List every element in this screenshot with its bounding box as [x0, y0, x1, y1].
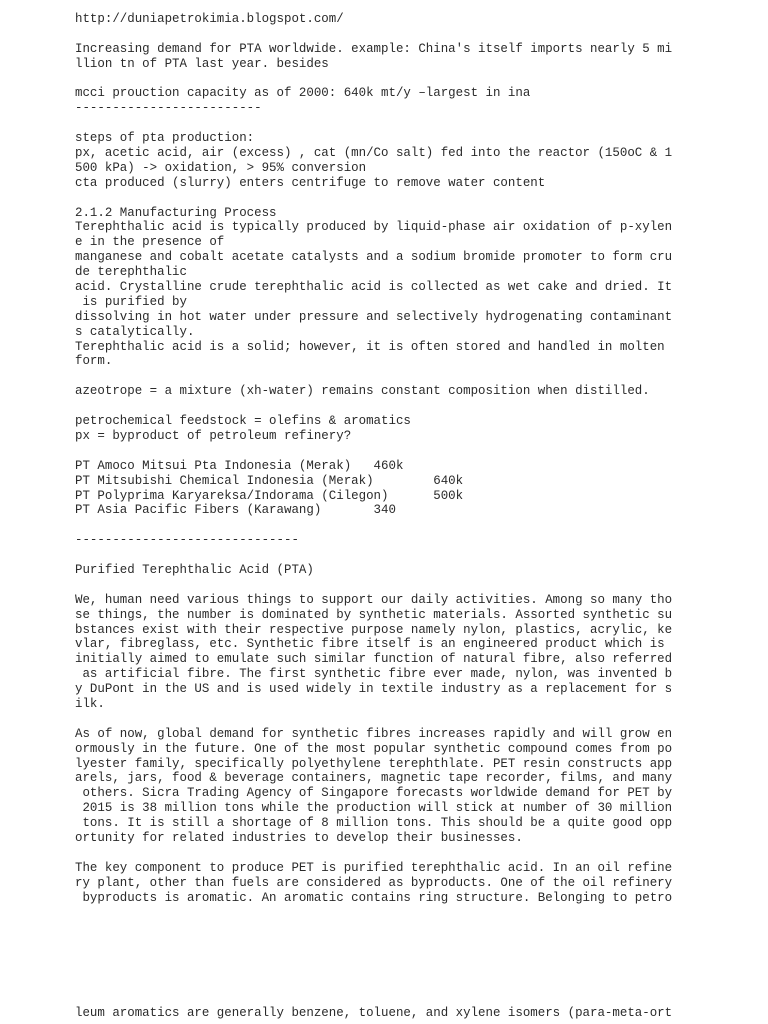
text-line: ilk.: [75, 696, 105, 711]
text-line: acid. Crystalline crude terephthalic acid is collected as wet cake and dried. It: [75, 280, 673, 295]
text-line: PT Mitsubishi Chemical Indonesia (Merak) 640k: [75, 473, 464, 488]
text-line: Purified Terephthalic Acid (PTA): [75, 562, 314, 577]
text-line: PT Amoco Mitsui Pta Indonesia (Merak) 460k: [75, 458, 404, 473]
text-line: http://duniapetrokimia.blogspot.com/: [75, 12, 344, 26]
text-line: mcci prouction capacity as of 2000: 640k mt/y –largest in ina: [75, 86, 531, 101]
blank-line: [75, 518, 755, 533]
text-line: Increasing demand for PTA worldwide. example: China's itself imports nearly 5 mi: [75, 41, 673, 56]
blank-line: [75, 116, 755, 131]
blank-line: [75, 548, 755, 563]
text-line: ------------------------------: [75, 533, 299, 548]
text-line: leum aromatics are generally benzene, toluene, and xylene isomers (para-meta-ort: [75, 1006, 673, 1020]
text-line: px, acetic acid, air (excess) , cat (mn/Co salt) fed into the reactor (150oC & 1: [75, 146, 673, 161]
text-line: bstances exist with their respective purpose namely nylon, plastics, acrylic, ke: [75, 622, 673, 637]
text-line: 500 kPa) -> oxidation, > 95% conversion: [75, 160, 367, 175]
text-line: e in the presence of: [75, 235, 225, 250]
blank-line: [75, 369, 755, 384]
text-line: initially aimed to emulate such similar function of natural fibre, also referred: [75, 652, 673, 667]
text-line: 2.1.2 Manufacturing Process: [75, 205, 277, 220]
text-line: Terephthalic acid is a solid; however, it is often stored and handled in molten: [75, 339, 665, 354]
text-line: as artificial fibre. The first synthetic fibre ever made, nylon, was invented b: [75, 667, 673, 682]
text-line: is purified by: [75, 294, 187, 309]
blank-line: [75, 72, 755, 87]
text-line: px = byproduct of petroleum refinery?: [75, 428, 352, 443]
blank-line: [75, 399, 755, 414]
text-line: Terephthalic acid is typically produced by liquid-phase air oxidation of p-xylen: [75, 220, 673, 235]
text-line: steps of pta production:: [75, 131, 255, 146]
text-line: vlar, fibreglass, etc. Synthetic fibre itself is an engineered product which is: [75, 637, 665, 652]
text-line: We, human need various things to support our daily activities. Among so many tho: [75, 592, 673, 607]
text-line: ormously in the future. One of the most popular synthetic compound comes from po: [75, 741, 673, 756]
text-line: cta produced (slurry) enters centrifuge to remove water content: [75, 175, 546, 190]
text-line: ortunity for related industries to develop their businesses.: [75, 830, 523, 845]
text-line: s catalytically.: [75, 324, 195, 339]
text-line: others. Sicra Trading Agency of Singapore forecasts worldwide demand for PET by: [75, 786, 673, 801]
blank-line: [75, 191, 755, 206]
text-line: y DuPont in the US and is used widely in textile industry as a replacement for s: [75, 682, 673, 697]
text-line: form.: [75, 354, 113, 369]
text-line: PT Polyprima Karyareksa/Indorama (Cilegon) 500k: [75, 488, 464, 503]
text-line: petrochemical feedstock = olefins & aromatics: [75, 414, 411, 429]
blank-line: [75, 712, 755, 727]
blank-line: [75, 846, 755, 861]
text-line: The key component to produce PET is purified terephthalic acid. In an oil refine: [75, 860, 673, 875]
text-line: llion tn of PTA last year. besides: [75, 56, 329, 71]
text-line: manganese and cobalt acetate catalysts and a sodium bromide promoter to form cru: [75, 250, 673, 265]
text-line: ry plant, other than fuels are considered as byproducts. One of the oil refinery: [75, 875, 673, 890]
text-line: tons. It is still a shortage of 8 million tons. This should be a quite good opp: [75, 816, 673, 831]
blank-line: [75, 27, 755, 42]
text-line: PT Asia Pacific Fibers (Karawang) 340: [75, 503, 396, 518]
text-line: azeotrope = a mixture (xh-water) remains constant composition when distilled.: [75, 384, 650, 399]
blank-line: [75, 578, 755, 593]
blank-line: [75, 444, 755, 459]
text-line: 2015 is 38 million tons while the production will stick at number of 30 million: [75, 801, 673, 816]
text-line: de terephthalic: [75, 265, 187, 280]
text-line: se things, the number is dominated by synthetic materials. Assorted synthetic su: [75, 607, 673, 622]
text-line: dissolving in hot water under pressure and selectively hydrogenating contaminant: [75, 309, 673, 324]
text-line: -------------------------: [75, 101, 262, 116]
text-line: byproducts is aromatic. An aromatic contains ring structure. Belonging to petro: [75, 890, 673, 905]
text-line: arels, jars, food & beverage containers, magnetic tape recorder, films, and many: [75, 771, 673, 786]
document-text: [75, 12, 755, 905]
text-line: lyester family, specifically polyethylene terephthlate. PET resin constructs app: [75, 756, 673, 771]
page-continuation: [75, 1006, 755, 1021]
text-line: As of now, global demand for synthetic fibres increases rapidly and will grow en: [75, 726, 673, 741]
